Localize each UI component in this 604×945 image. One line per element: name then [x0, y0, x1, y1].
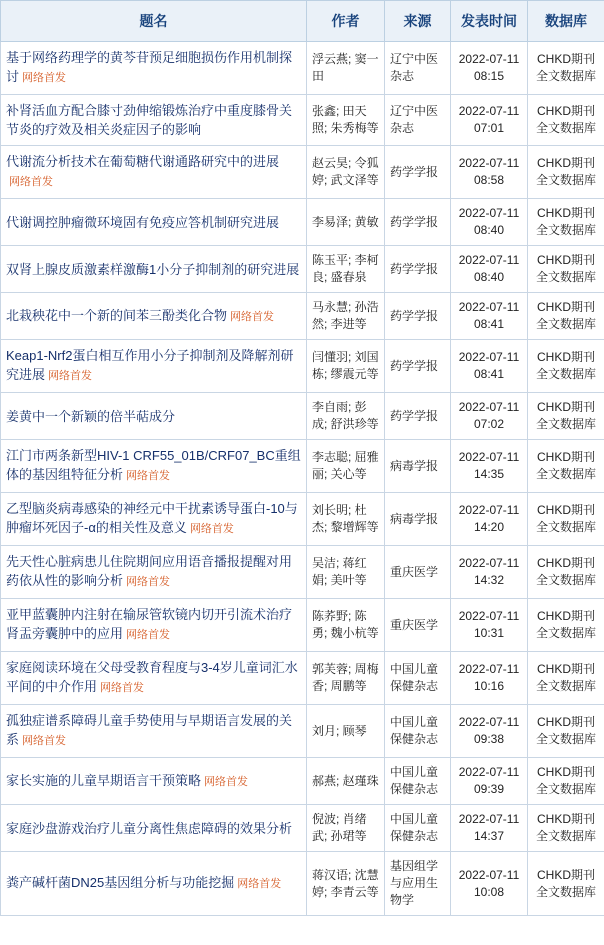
result-database-cell: CHKD期刊全文数据库: [528, 199, 604, 246]
result-title-link[interactable]: 补肾活血方配合膝寸劲伸缩锻炼治疗中重度膝骨关节炎的疗效及相关炎症因子的影响: [6, 103, 293, 137]
result-title-cell: [1, 705, 307, 758]
result-date-cell: 2022-07-11 08:41: [451, 293, 528, 340]
result-title-cell: [1, 546, 307, 599]
result-source-cell[interactable]: 辽宁中医杂志: [385, 95, 451, 146]
table-row: [1, 805, 604, 852]
result-source-cell[interactable]: 药学学报: [385, 146, 451, 199]
result-title-cell: [1, 493, 307, 546]
table-row: [1, 293, 604, 340]
first-publish-badge: 网络首发: [189, 523, 234, 535]
result-author-cell[interactable]: 刘月; 顾琴: [307, 705, 385, 758]
result-database-cell: CHKD期刊全文数据库: [528, 146, 604, 199]
result-source-cell[interactable]: 药学学报: [385, 393, 451, 440]
result-title-cell: [1, 246, 307, 293]
result-date-cell: 2022-07-11 08:41: [451, 340, 528, 393]
column-header-database[interactable]: 数据库: [528, 1, 604, 42]
result-date-cell: 2022-07-11 14:35: [451, 440, 528, 493]
table-row: [1, 95, 604, 146]
result-title-cell: [1, 758, 307, 805]
result-author-cell[interactable]: 赵云昊; 令狐婷; 武文泽等: [307, 146, 385, 199]
result-title-link[interactable]: 江门市两条新型HIV-1 CRF55_01B/CRF07_BC重组体的基因组特征分析: [6, 448, 301, 482]
table-row: [1, 146, 604, 199]
table-row: [1, 440, 604, 493]
table-row: [1, 852, 604, 916]
result-date-cell: 2022-07-11 14:20: [451, 493, 528, 546]
result-source-cell[interactable]: 药学学报: [385, 199, 451, 246]
result-date-cell: 2022-07-11 10:31: [451, 599, 528, 652]
first-publish-badge: 网络首发: [22, 735, 67, 747]
column-header-source[interactable]: 来源: [385, 1, 451, 42]
table-row: [1, 493, 604, 546]
result-database-cell: CHKD期刊全文数据库: [528, 705, 604, 758]
column-header-title[interactable]: 题名: [1, 1, 307, 42]
result-title-cell: [1, 805, 307, 852]
result-date-cell: 2022-07-11 07:01: [451, 95, 528, 146]
table-row: [1, 546, 604, 599]
result-title-cell: [1, 652, 307, 705]
result-title-link[interactable]: 亚甲蓝囊肿内注射在输尿管软镜内切开引流术治疗肾盂旁囊肿中的应用: [6, 607, 293, 641]
table-row: [1, 705, 604, 758]
result-date-cell: 2022-07-11 08:15: [451, 42, 528, 95]
result-database-cell: CHKD期刊全文数据库: [528, 440, 604, 493]
result-title-link[interactable]: 代谢流分析技术在葡萄糖代谢通路研究中的进展: [6, 154, 280, 169]
result-author-cell[interactable]: 郭芙蓉; 周梅香; 周鹏等: [307, 652, 385, 705]
result-source-cell[interactable]: 病毒学报: [385, 440, 451, 493]
result-database-cell: CHKD期刊全文数据库: [528, 599, 604, 652]
result-source-cell[interactable]: 中国儿童保健杂志: [385, 652, 451, 705]
result-title-cell: [1, 42, 307, 95]
result-date-cell: 2022-07-11 09:38: [451, 705, 528, 758]
result-title-link[interactable]: 乙型脑炎病毒感染的神经元中干扰素诱导蛋白-10与肿瘤坏死因子-α的相关性及意义: [6, 501, 298, 535]
result-source-cell[interactable]: 中国儿童保健杂志: [385, 805, 451, 852]
result-source-cell[interactable]: 药学学报: [385, 340, 451, 393]
column-header-author[interactable]: 作者: [307, 1, 385, 42]
table-row: [1, 599, 604, 652]
table-row: [1, 340, 604, 393]
result-database-cell: CHKD期刊全文数据库: [528, 246, 604, 293]
table-row: [1, 393, 604, 440]
result-title-cell: [1, 599, 307, 652]
result-database-cell: CHKD期刊全文数据库: [528, 95, 604, 146]
result-title-link[interactable]: 双肾上腺皮质激素样激酶1小分子抑制剂的研究进展: [6, 261, 300, 277]
result-author-cell[interactable]: 陈玉平; 李柯良; 盛春泉: [307, 246, 385, 293]
result-title-link[interactable]: 孤独症谱系障碍儿童手势使用与早期语言发展的关系: [6, 713, 293, 747]
result-title-link[interactable]: 北栽秧花中一个新的间苯三酚类化合物: [6, 307, 228, 323]
first-publish-badge: 网络首发: [126, 470, 171, 482]
first-publish-badge: 网络首发: [126, 629, 171, 641]
result-title-cell: [1, 146, 307, 199]
result-author-cell[interactable]: 闫懂羽; 刘国栋; 缪震元等: [307, 340, 385, 393]
result-author-cell[interactable]: 吴洁; 蒋红娟; 美叶等: [307, 546, 385, 599]
result-database-cell: CHKD期刊全文数据库: [528, 293, 604, 340]
result-author-cell[interactable]: 蒋汉语; 沈慧婷; 李青云等: [307, 852, 385, 916]
result-author-cell[interactable]: 郝燕; 赵瑾珠: [307, 758, 385, 805]
first-publish-badge: 网络首发: [100, 682, 145, 694]
result-title-cell: [1, 95, 307, 146]
result-author-cell[interactable]: 倪波; 肖绪武; 孙珺等: [307, 805, 385, 852]
result-database-cell: CHKD期刊全文数据库: [528, 546, 604, 599]
table-row: [1, 199, 604, 246]
result-source-cell[interactable]: 中国儿童保健杂志: [385, 758, 451, 805]
result-title-cell: [1, 340, 307, 393]
result-author-cell[interactable]: 李志聪; 屈雅丽; 关心等: [307, 440, 385, 493]
result-date-cell: 2022-07-11 14:37: [451, 805, 528, 852]
result-author-cell[interactable]: 马永慧; 孙浩然; 李进等: [307, 293, 385, 340]
first-publish-badge: 网络首发: [48, 370, 93, 382]
table-row: [1, 652, 604, 705]
result-date-cell: 2022-07-11 08:58: [451, 146, 528, 199]
result-title-cell: [1, 440, 307, 493]
first-publish-badge: 网络首发: [237, 878, 282, 890]
result-database-cell: CHKD期刊全文数据库: [528, 652, 604, 705]
result-date-cell: 2022-07-11 10:16: [451, 652, 528, 705]
result-source-cell[interactable]: 药学学报: [385, 246, 451, 293]
result-author-cell[interactable]: 浮云燕; 窦一田: [307, 42, 385, 95]
table-header-row: [1, 1, 604, 42]
result-title-link[interactable]: 家庭沙盘游戏治疗儿童分离性焦虑障碍的效果分析: [6, 820, 293, 836]
result-title-link[interactable]: 代谢调控肿瘤微环境固有免疫应答机制研究进展: [6, 214, 280, 230]
result-author-cell[interactable]: 陈荞野; 陈勇; 魏小杭等: [307, 599, 385, 652]
result-source-cell[interactable]: 辽宁中医杂志: [385, 42, 451, 95]
first-publish-badge: 网络首发: [126, 576, 171, 588]
result-database-cell: CHKD期刊全文数据库: [528, 42, 604, 95]
result-date-cell: 2022-07-11 08:40: [451, 246, 528, 293]
first-publish-badge: 网络首发: [204, 775, 249, 788]
result-title-cell: [1, 199, 307, 246]
result-title-cell: [1, 852, 307, 916]
result-title-link[interactable]: 基于网络药理学的黄芩苷预足细胞损伤作用机制探讨: [6, 50, 293, 84]
first-publish-badge: 网络首发: [230, 310, 275, 323]
result-title-link[interactable]: 粪产碱杆菌DN25基因组分析与功能挖掘: [6, 875, 235, 890]
result-title-link[interactable]: 家长实施的儿童早期语言干预策略: [6, 772, 202, 788]
result-title-link[interactable]: Keap1-Nrf2蛋白相互作用小分子抑制剂及降解剂研究进展: [6, 348, 294, 382]
result-database-cell: CHKD期刊全文数据库: [528, 758, 604, 805]
table-row: [1, 42, 604, 95]
result-date-cell: 2022-07-11 08:40: [451, 199, 528, 246]
result-source-cell[interactable]: 重庆医学: [385, 546, 451, 599]
table-row: [1, 758, 604, 805]
first-publish-badge: 网络首发: [9, 176, 53, 188]
result-source-cell[interactable]: 病毒学报: [385, 493, 451, 546]
result-title-link[interactable]: 家庭阅读环境在父母受教育程度与3-4岁儿童词汇水平间的中介作用: [6, 660, 298, 694]
column-header-date[interactable]: 发表时间: [451, 1, 528, 42]
table-body: [1, 42, 604, 916]
result-date-cell: 2022-07-11 10:08: [451, 852, 528, 916]
result-database-cell: CHKD期刊全文数据库: [528, 493, 604, 546]
result-title-link[interactable]: 先天性心脏病患儿住院期间应用语音播报提醒对用药依从性的影响分析: [6, 554, 293, 588]
result-database-cell: CHKD期刊全文数据库: [528, 805, 604, 852]
result-author-cell[interactable]: 刘长明; 杜杰; 黎增辉等: [307, 493, 385, 546]
result-source-cell[interactable]: 中国儿童保健杂志: [385, 705, 451, 758]
result-title-cell: [1, 293, 307, 340]
result-title-link[interactable]: 姜黄中一个新颖的倍半萜成分: [6, 408, 176, 424]
result-author-cell[interactable]: 李易泽; 黄敏: [307, 199, 385, 246]
first-publish-badge: 网络首发: [22, 72, 67, 84]
result-author-cell[interactable]: 李自雨; 彭成; 舒洪珍等: [307, 393, 385, 440]
result-source-cell[interactable]: 基因组学与应用生物学: [385, 852, 451, 916]
result-author-cell[interactable]: 张鑫; 田天照; 朱秀梅等: [307, 95, 385, 146]
result-date-cell: 2022-07-11 07:02: [451, 393, 528, 440]
table-row: [1, 246, 604, 293]
result-date-cell: 2022-07-11 14:32: [451, 546, 528, 599]
result-date-cell: 2022-07-11 09:39: [451, 758, 528, 805]
result-database-cell: CHKD期刊全文数据库: [528, 340, 604, 393]
result-source-cell[interactable]: 药学学报: [385, 293, 451, 340]
result-database-cell: CHKD期刊全文数据库: [528, 852, 604, 916]
result-database-cell: CHKD期刊全文数据库: [528, 393, 604, 440]
result-source-cell[interactable]: 重庆医学: [385, 599, 451, 652]
result-title-cell: [1, 393, 307, 440]
